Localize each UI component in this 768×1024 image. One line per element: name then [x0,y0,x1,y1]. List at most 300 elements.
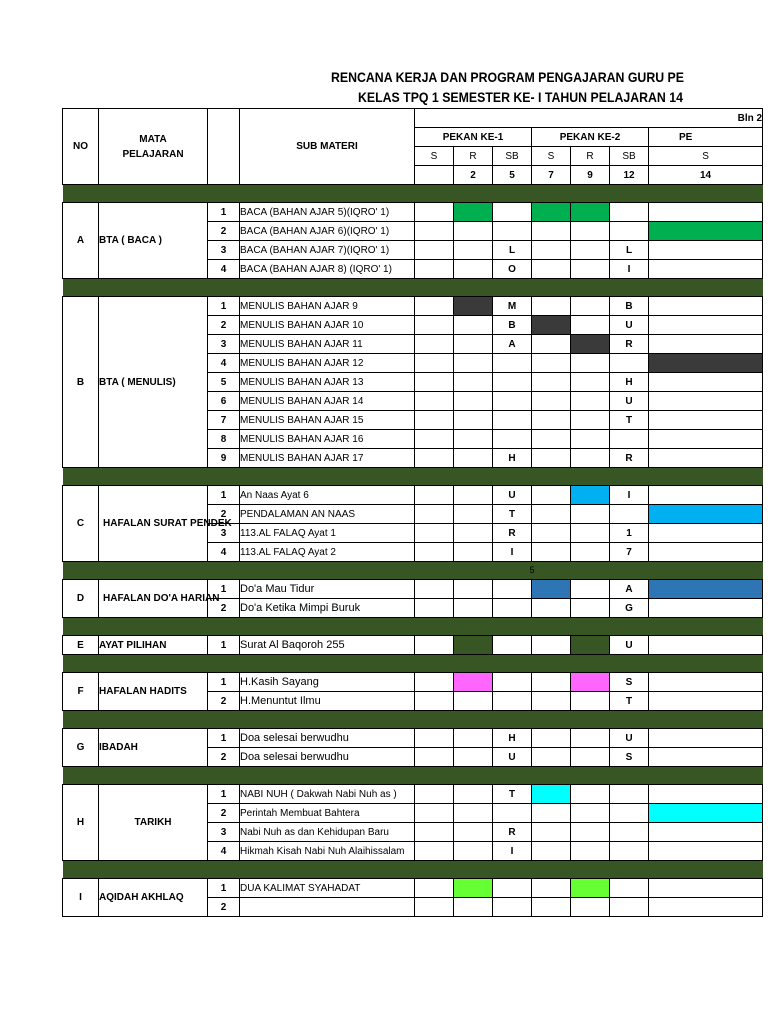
schedule-cell[interactable] [415,842,454,861]
schedule-cell[interactable] [454,449,493,468]
sub-materi-cell[interactable]: MENULIS BAHAN AJAR 9 [240,297,415,316]
sub-materi-cell[interactable]: Do'a Mau Tidur [240,580,415,599]
schedule-cell[interactable] [571,373,610,392]
schedule-cell[interactable] [493,673,532,692]
schedule-cell[interactable] [649,392,763,411]
row-number: 1 [208,636,240,655]
schedule-cell[interactable] [415,879,454,898]
schedule-cell[interactable] [571,748,610,767]
schedule-cell[interactable] [454,543,493,562]
schedule-cell[interactable] [532,729,571,748]
schedule-cell[interactable] [493,599,532,618]
schedule-cell[interactable] [571,411,610,430]
sub-materi-cell[interactable]: Do'a Ketika Mimpi Buruk [240,599,415,618]
schedule-cell[interactable] [571,898,610,917]
schedule-cell[interactable]: T [610,692,649,711]
schedule-cell[interactable] [610,430,649,449]
schedule-cell[interactable] [571,486,610,505]
schedule-cell[interactable] [454,297,493,316]
schedule-cell[interactable] [532,823,571,842]
schedule-cell[interactable] [649,486,763,505]
schedule-cell[interactable] [649,260,763,279]
schedule-cell[interactable] [649,316,763,335]
schedule-cell[interactable]: U [493,486,532,505]
schedule-cell[interactable] [532,316,571,335]
schedule-cell[interactable] [532,449,571,468]
schedule-cell[interactable] [649,373,763,392]
sub-materi-cell[interactable]: Surat Al Baqoroh 255 [240,636,415,655]
schedule-cell[interactable]: R [610,335,649,354]
sub-materi-cell[interactable]: H.Kasih Sayang [240,673,415,692]
sub-materi-cell[interactable]: MENULIS BAHAN AJAR 17 [240,449,415,468]
schedule-cell[interactable] [454,430,493,449]
schedule-cell[interactable]: R [493,823,532,842]
schedule-cell[interactable]: I [610,260,649,279]
schedule-cell[interactable] [571,543,610,562]
schedule-cell[interactable] [493,411,532,430]
schedule-cell[interactable] [415,411,454,430]
schedule-cell[interactable] [571,692,610,711]
sub-materi-cell[interactable]: PENDALAMAN AN NAAS [240,505,415,524]
schedule-cell[interactable] [415,599,454,618]
schedule-cell[interactable] [493,430,532,449]
schedule-cell[interactable] [493,373,532,392]
schedule-cell[interactable]: 1 [610,524,649,543]
row-number: 2 [208,316,240,335]
schedule-cell[interactable] [454,316,493,335]
schedule-cell[interactable] [454,580,493,599]
schedule-cell[interactable] [532,486,571,505]
schedule-cell[interactable] [415,692,454,711]
sub-materi-cell[interactable]: BACA (BAHAN AJAR 5)(IQRO' 1) [240,203,415,222]
schedule-cell[interactable] [610,804,649,823]
schedule-cell[interactable] [532,804,571,823]
separator-band-8-cell [63,861,763,879]
sub-materi-cell[interactable]: 113.AL FALAQ Ayat 1 [240,524,415,543]
schedule-cell[interactable] [454,335,493,354]
row-number: 8 [208,430,240,449]
schedule-cell[interactable] [415,580,454,599]
schedule-cell[interactable] [571,580,610,599]
schedule-cell[interactable] [415,222,454,241]
schedule-cell[interactable] [649,748,763,767]
schedule-cell[interactable] [454,599,493,618]
group-f-code: F [63,673,99,711]
row-number: 2 [208,505,240,524]
schedule-cell[interactable] [454,203,493,222]
schedule-cell[interactable] [532,505,571,524]
sub-materi-cell[interactable]: MENULIS BAHAN AJAR 12 [240,354,415,373]
schedule-cell[interactable] [415,636,454,655]
group-h-code: H [63,785,99,861]
schedule-cell[interactable]: U [610,729,649,748]
separator-band-2 [63,468,763,486]
sub-materi-cell[interactable]: DUA KALIMAT SYAHADAT [240,879,415,898]
schedule-cell[interactable] [649,241,763,260]
sub-materi-cell[interactable]: Nabi Nuh as dan Kehidupan Baru [240,823,415,842]
schedule-cell[interactable] [493,804,532,823]
separator-band-6-cell [63,711,763,729]
schedule-cell[interactable]: T [493,505,532,524]
schedule-cell[interactable] [415,335,454,354]
schedule-cell[interactable] [571,524,610,543]
schedule-cell[interactable]: U [610,636,649,655]
schedule-cell[interactable] [610,898,649,917]
sub-materi-cell[interactable]: Hikmah Kisah Nabi Nuh Alaihissalam [240,842,415,861]
schedule-cell[interactable]: I [493,543,532,562]
schedule-cell[interactable] [454,392,493,411]
schedule-cell[interactable] [454,879,493,898]
schedule-cell[interactable]: B [610,297,649,316]
schedule-cell[interactable] [415,898,454,917]
schedule-cell[interactable] [649,842,763,861]
schedule-cell[interactable] [454,748,493,767]
row-number: 1 [208,297,240,316]
separator-band-5 [63,655,763,673]
separator-band-2-cell [63,468,763,486]
schedule-cell[interactable] [532,636,571,655]
schedule-cell[interactable] [532,599,571,618]
schedule-cell[interactable] [571,297,610,316]
schedule-cell[interactable] [532,692,571,711]
sub-materi-cell[interactable]: An Naas Ayat 6 [240,486,415,505]
schedule-cell[interactable] [571,636,610,655]
schedule-cell[interactable] [649,505,763,524]
schedule-cell[interactable] [493,879,532,898]
schedule-cell[interactable] [610,823,649,842]
separator-band-1-cell [63,279,763,297]
header-pekan-1: PEKAN KE-1 [415,128,532,147]
row-number: 3 [208,335,240,354]
row-number: 1 [208,879,240,898]
schedule-cell[interactable] [649,804,763,823]
schedule-cell[interactable] [571,430,610,449]
schedule-cell[interactable]: M [493,297,532,316]
schedule-cell[interactable] [493,636,532,655]
schedule-cell[interactable] [649,785,763,804]
schedule-cell[interactable] [571,354,610,373]
separator-band-3-label: 5 [529,565,535,575]
schedule-cell[interactable]: T [610,411,649,430]
schedule-cell[interactable] [610,879,649,898]
schedule-cell[interactable] [415,392,454,411]
header-date-3: 7 [532,166,571,185]
schedule-cell[interactable] [649,449,763,468]
sub-materi-cell[interactable]: MENULIS BAHAN AJAR 14 [240,392,415,411]
schedule-cell[interactable] [493,354,532,373]
schedule-cell[interactable]: H [493,729,532,748]
schedule-cell[interactable]: U [610,392,649,411]
group-b-subject: BTA ( MENULIS) [99,297,208,468]
schedule-cell[interactable] [454,373,493,392]
schedule-cell[interactable] [571,222,610,241]
schedule-cell[interactable] [610,842,649,861]
schedule-cell[interactable]: S [610,748,649,767]
schedule-cell[interactable]: H [493,449,532,468]
schedule-cell[interactable] [532,203,571,222]
schedule-cell[interactable] [454,222,493,241]
schedule-cell[interactable] [415,241,454,260]
row-number: 1 [208,486,240,505]
table-row [63,785,763,804]
schedule-cell[interactable] [649,354,763,373]
header-date-5: 12 [610,166,649,185]
header-day-1: R [454,147,493,166]
header-date-0 [415,166,454,185]
separator-band-4 [63,618,763,636]
schedule-cell[interactable] [649,599,763,618]
schedule-cell[interactable] [415,804,454,823]
schedule-cell[interactable] [415,430,454,449]
row-number: 2 [208,599,240,618]
schedule-cell[interactable] [532,673,571,692]
schedule-cell[interactable] [415,785,454,804]
header-day-5: SB [610,147,649,166]
schedule-cell[interactable] [415,316,454,335]
schedule-cell[interactable] [415,297,454,316]
row-number: 4 [208,354,240,373]
schedule-cell[interactable] [415,823,454,842]
document-title-line-2: KELAS TPQ 1 SEMESTER KE- I TAHUN PELAJARAN 14 [358,89,683,105]
schedule-cell[interactable] [454,842,493,861]
schedule-cell[interactable] [532,785,571,804]
schedule-cell[interactable] [415,505,454,524]
schedule-cell[interactable] [649,297,763,316]
schedule-cell[interactable] [493,692,532,711]
table-row [63,486,763,505]
schedule-cell[interactable] [454,823,493,842]
schedule-cell[interactable]: L [493,241,532,260]
row-number: 4 [208,543,240,562]
schedule-cell[interactable] [532,879,571,898]
sub-materi-cell[interactable]: MENULIS BAHAN AJAR 10 [240,316,415,335]
schedule-cell[interactable] [415,748,454,767]
schedule-cell[interactable] [415,543,454,562]
header-bulan: Bln 2 [415,109,763,128]
sub-materi-cell[interactable] [240,898,415,917]
schedule-cell[interactable] [415,354,454,373]
schedule-cell[interactable] [610,785,649,804]
sub-materi-cell[interactable]: Doa selesai berwudhu [240,748,415,767]
header-no: NO [63,109,99,185]
schedule-cell[interactable] [571,505,610,524]
schedule-cell[interactable]: U [610,316,649,335]
schedule-cell[interactable] [454,354,493,373]
schedule-cell[interactable]: H [610,373,649,392]
header-day-4: R [571,147,610,166]
schedule-cell[interactable] [571,729,610,748]
schedule-cell[interactable] [649,580,763,599]
schedule-cell[interactable] [532,392,571,411]
group-c-subject: HAFALAN SURAT PENDEK [99,486,208,562]
schedule-cell[interactable] [571,842,610,861]
row-number: 2 [208,898,240,917]
group-e-code: E [63,636,99,655]
schedule-cell[interactable]: S [610,673,649,692]
schedule-cell[interactable] [493,898,532,917]
schedule-cell[interactable] [649,729,763,748]
schedule-cell[interactable] [649,203,763,222]
separator-band-1 [63,279,763,297]
schedule-cell[interactable] [571,392,610,411]
schedule-cell[interactable] [415,524,454,543]
schedule-cell[interactable] [415,449,454,468]
schedule-cell[interactable] [532,748,571,767]
schedule-cell[interactable] [532,354,571,373]
schedule-cell[interactable] [532,373,571,392]
schedule-cell[interactable]: A [493,335,532,354]
table-row [63,203,763,222]
header-date-6: 14 [649,166,763,185]
schedule-cell[interactable]: A [610,580,649,599]
schedule-cell[interactable] [415,486,454,505]
schedule-cell[interactable] [454,673,493,692]
table-row [63,879,763,898]
schedule-cell[interactable] [571,785,610,804]
group-g-subject: IBADAH [99,729,208,767]
schedule-cell[interactable] [532,543,571,562]
header-date-1: 2 [454,166,493,185]
schedule-cell[interactable] [649,411,763,430]
schedule-cell[interactable] [454,524,493,543]
schedule-cell[interactable] [532,260,571,279]
schedule-cell[interactable] [571,241,610,260]
schedule-cell[interactable] [649,823,763,842]
schedule-cell[interactable] [532,898,571,917]
sub-materi-cell[interactable]: BACA (BAHAN AJAR 8) (IQRO' 1) [240,260,415,279]
row-number: 4 [208,260,240,279]
header-mata-pelajaran: MATA PELAJARAN [99,109,208,185]
sub-materi-cell[interactable]: MENULIS BAHAN AJAR 16 [240,430,415,449]
schedule-cell[interactable] [454,505,493,524]
schedule-cell[interactable] [649,692,763,711]
sub-materi-cell[interactable]: MENULIS BAHAN AJAR 15 [240,411,415,430]
schedule-cell[interactable]: I [493,842,532,861]
schedule-cell[interactable] [610,505,649,524]
schedule-cell[interactable] [649,430,763,449]
sub-materi-cell[interactable]: NABI NUH ( Dakwah Nabi Nuh as ) [240,785,415,804]
schedule-cell[interactable] [454,898,493,917]
schedule-cell[interactable] [454,411,493,430]
group-i-subject: AQIDAH AKHLAQ [99,879,208,917]
schedule-cell[interactable]: U [493,748,532,767]
schedule-cell[interactable] [532,524,571,543]
sub-materi-cell[interactable]: MENULIS BAHAN AJAR 13 [240,373,415,392]
group-g-code: G [63,729,99,767]
schedule-cell[interactable] [532,842,571,861]
schedule-cell[interactable] [571,203,610,222]
separator-band-8 [63,861,763,879]
schedule-cell[interactable]: G [610,599,649,618]
sub-materi-cell[interactable]: BACA (BAHAN AJAR 6)(IQRO' 1) [240,222,415,241]
table-row [63,580,763,599]
schedule-cell[interactable]: I [610,486,649,505]
schedule-cell[interactable] [649,673,763,692]
sub-materi-cell[interactable]: BACA (BAHAN AJAR 7)(IQRO' 1) [240,241,415,260]
schedule-cell[interactable]: T [493,785,532,804]
schedule-cell[interactable] [649,524,763,543]
schedule-cell[interactable] [532,580,571,599]
schedule-cell[interactable] [571,449,610,468]
row-number: 9 [208,449,240,468]
sub-materi-cell[interactable]: 113.AL FALAQ Ayat 2 [240,543,415,562]
row-number: 1 [208,673,240,692]
sub-materi-cell[interactable]: Perintah Membuat Bahtera [240,804,415,823]
schedule-cell[interactable] [571,823,610,842]
schedule-cell[interactable] [493,203,532,222]
schedule-cell[interactable] [532,411,571,430]
schedule-cell[interactable]: R [493,524,532,543]
schedule-cell[interactable] [571,316,610,335]
schedule-cell[interactable]: B [493,316,532,335]
schedule-cell[interactable]: 7 [610,543,649,562]
schedule-cell[interactable] [571,879,610,898]
schedule-cell[interactable] [571,804,610,823]
separator-band-7-cell [63,767,763,785]
schedule-cell[interactable] [454,804,493,823]
schedule-cell[interactable] [649,222,763,241]
schedule-cell[interactable] [571,673,610,692]
schedule-cell[interactable] [532,222,571,241]
schedule-cell[interactable] [415,260,454,279]
header-pekan-3: PE [649,128,763,147]
schedule-cell[interactable] [532,297,571,316]
schedule-cell[interactable] [571,599,610,618]
schedule-cell[interactable] [610,203,649,222]
table-row [63,729,763,748]
schedule-cell[interactable] [454,729,493,748]
schedule-cell[interactable] [649,636,763,655]
schedule-cell[interactable] [532,241,571,260]
row-number: 1 [208,580,240,599]
schedule-cell[interactable]: O [493,260,532,279]
schedule-cell[interactable] [649,879,763,898]
schedule-cell[interactable] [454,785,493,804]
schedule-cell[interactable] [454,260,493,279]
schedule-cell[interactable] [610,222,649,241]
schedule-table [62,108,763,917]
header-day-2: SB [493,147,532,166]
schedule-cell[interactable] [649,898,763,917]
schedule-cell[interactable] [493,392,532,411]
schedule-cell[interactable] [532,335,571,354]
schedule-cell[interactable] [493,580,532,599]
schedule-cell[interactable] [454,486,493,505]
schedule-cell[interactable] [415,673,454,692]
schedule-cell[interactable] [454,692,493,711]
schedule-cell[interactable] [415,203,454,222]
schedule-cell[interactable] [571,335,610,354]
schedule-cell[interactable] [532,430,571,449]
schedule-cell[interactable]: L [610,241,649,260]
row-number: 2 [208,692,240,711]
schedule-cell[interactable] [649,335,763,354]
schedule-cell[interactable] [571,260,610,279]
separator-band-5-cell [63,655,763,673]
schedule-cell[interactable] [610,354,649,373]
schedule-cell[interactable]: R [610,449,649,468]
schedule-cell[interactable] [454,636,493,655]
schedule-cell[interactable] [415,373,454,392]
schedule-cell[interactable] [415,729,454,748]
schedule-cell[interactable] [649,543,763,562]
sub-materi-cell[interactable]: H.Menuntut Ilmu [240,692,415,711]
sub-materi-cell[interactable]: MENULIS BAHAN AJAR 11 [240,335,415,354]
schedule-cell[interactable] [493,222,532,241]
row-number: 4 [208,842,240,861]
schedule-cell[interactable] [454,241,493,260]
sub-materi-cell[interactable]: Doa selesai berwudhu [240,729,415,748]
